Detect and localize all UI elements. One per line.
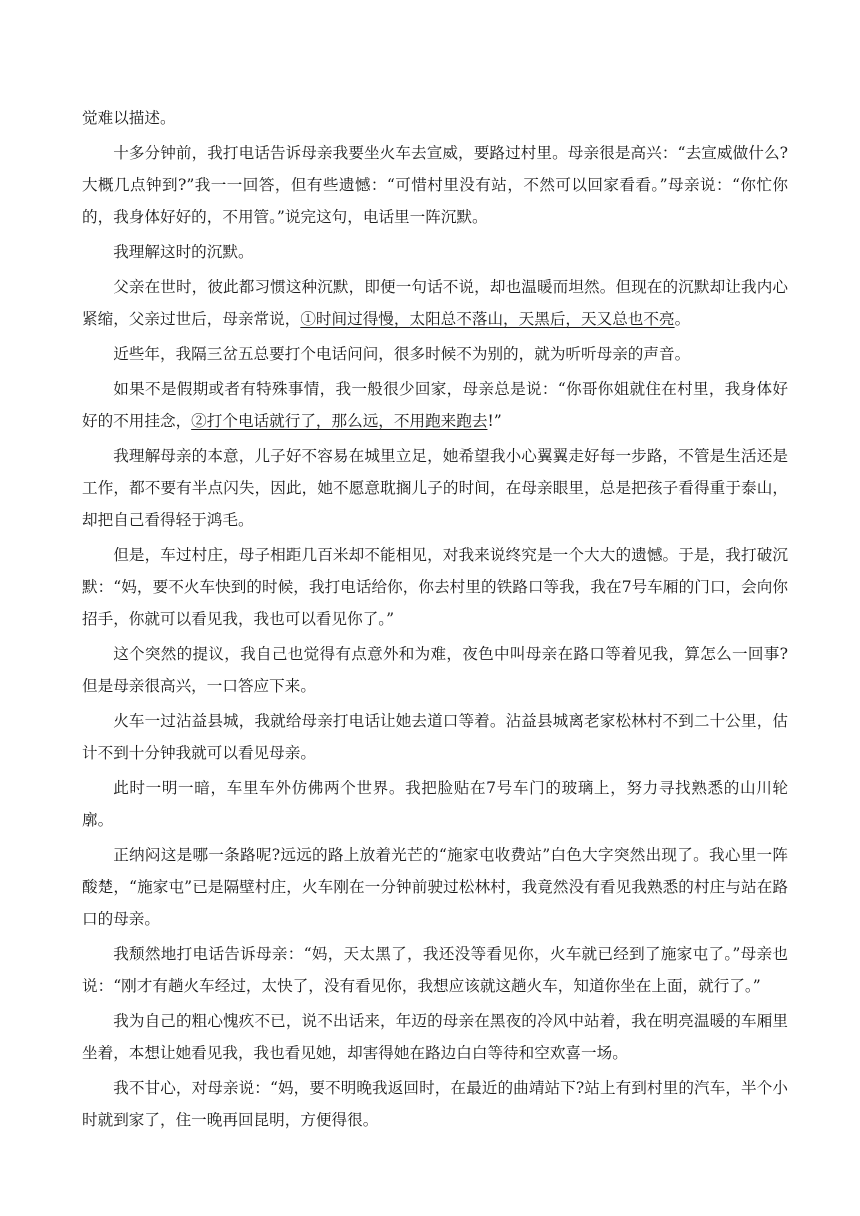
text-segment: 火车一过沾益县城，我就给母亲打电话让她去道口等着。沾益县城离老家松林村不到二十公里，估计不到十分钟我就可以看见母亲。 [82,712,788,762]
paragraph [82,137,788,233]
text-segment: 。 [674,310,691,328]
paragraph [82,772,788,836]
text-segment: 父亲在世时，彼此都习惯这种沉默，即便一句话不说，却也温暖而坦然。但现在的沉默却让我内心紧缩，父亲过世后，母亲常说， [82,278,788,328]
text-segment: 我理解这时的沉默。 [113,243,254,261]
paragraph [82,338,788,370]
paragraph [82,1005,788,1069]
text-segment: 十多分钟前，我打电话告诉母亲我要坐火车去宣威，要路过村里。母亲很是高兴：“去宣威做什么?大概几点钟到?”我一一回答，但有些遗憾：“可惜村里没有站，不然可以回家看看。”母亲说：“你忙你的，我身体好好的，不用管。”说完这句，电话里一阵沉默。 [82,144,788,226]
paragraph [82,638,788,702]
paragraph [82,1072,788,1136]
underlined-sentence: ②打个电话就行了，那么远，不用跑来跑去 [191,412,488,430]
paragraph [82,705,788,769]
paragraph [82,938,788,1002]
text-segment: 我为自己的粗心愧疚不已，说不出话来，年迈的母亲在黑夜的冷风中站着，我在明亮温暖的车厢里坐着，本想让她看见我，我也看见她，却害得她在路边白白等待和空欢喜一场。 [82,1012,788,1062]
underlined-sentence: ①时间过得慢，太阳总不落山，天黑后，天又总也不亮 [300,310,675,328]
text-segment: 我颓然地打电话告诉母亲：“妈，天太黑了，我还没等看见你，火车就已经到了施家屯了。”母亲也说：“刚才有趟火车经过，太快了，没有看见你，我想应该就这趟火车，知道你坐在上面，就行了。” [82,945,788,995]
text-segment: 我不甘心，对母亲说：“妈，要不明晚我返回时，在最近的曲靖站下?站上有到村里的汽车，半个小时就到家了，住一晚再回昆明，方便得很。 [82,1079,788,1129]
text-segment: !” [487,412,502,430]
text-segment: 我理解母亲的本意，儿子好不容易在城里立足，她希望我小心翼翼走好每一步路，不管是生活还是工作，都不要有半点闪失，因此，她不愿意耽搁儿子的时间，在母亲眼里，总是把孩子看得重于泰山，却把自己看得轻于鸿毛。 [82,447,788,529]
text-segment: 近些年，我隔三岔五总要打个电话问问，很多时候不为别的，就为听听母亲的声音。 [113,345,691,363]
paragraph [82,839,788,935]
text-segment: 这个突然的提议，我自己也觉得有点意外和为难，夜色中叫母亲在路口等着见我，算怎么一回事?但是母亲很高兴，一口答应下来。 [82,645,788,695]
paragraph [82,373,788,437]
paragraph [82,102,788,134]
article-body [82,102,788,1139]
text-segment: 但是，车过村庄，母子相距几百米却不能相见，对我来说终究是一个大大的遗憾。于是，我打破沉默：“妈，要不火车快到的时候，我打电话给你，你去村里的铁路口等我，我在7号车厢的门口，会向你招手，你就可以看见我，我也可以看见你了。” [82,546,788,628]
paragraph [82,271,788,335]
text-segment: 如果不是假期或者有特殊事情，我一般很少回家，母亲总是说：“你哥你姐就住在村里，我身体好好的不用挂念， [82,380,788,430]
paragraph [82,236,788,268]
text-segment: 此时一明一暗，车里车外仿佛两个世界。我把脸贴在7号车门的玻璃上，努力寻找熟悉的山川轮廓。 [82,779,788,829]
paragraph [82,440,788,536]
text-segment: 觉难以描述。 [82,109,176,127]
text-segment: 正纳闷这是哪一条路呢?远远的路上放着光芒的“施家屯收费站”白色大字突然出现了。我心里一阵酸楚，“施家屯”已是隔壁村庄，火车刚在一分钟前驶过松林村，我竟然没有看见我熟悉的村庄与站在路口的母亲。 [82,846,788,928]
paragraph [82,539,788,635]
